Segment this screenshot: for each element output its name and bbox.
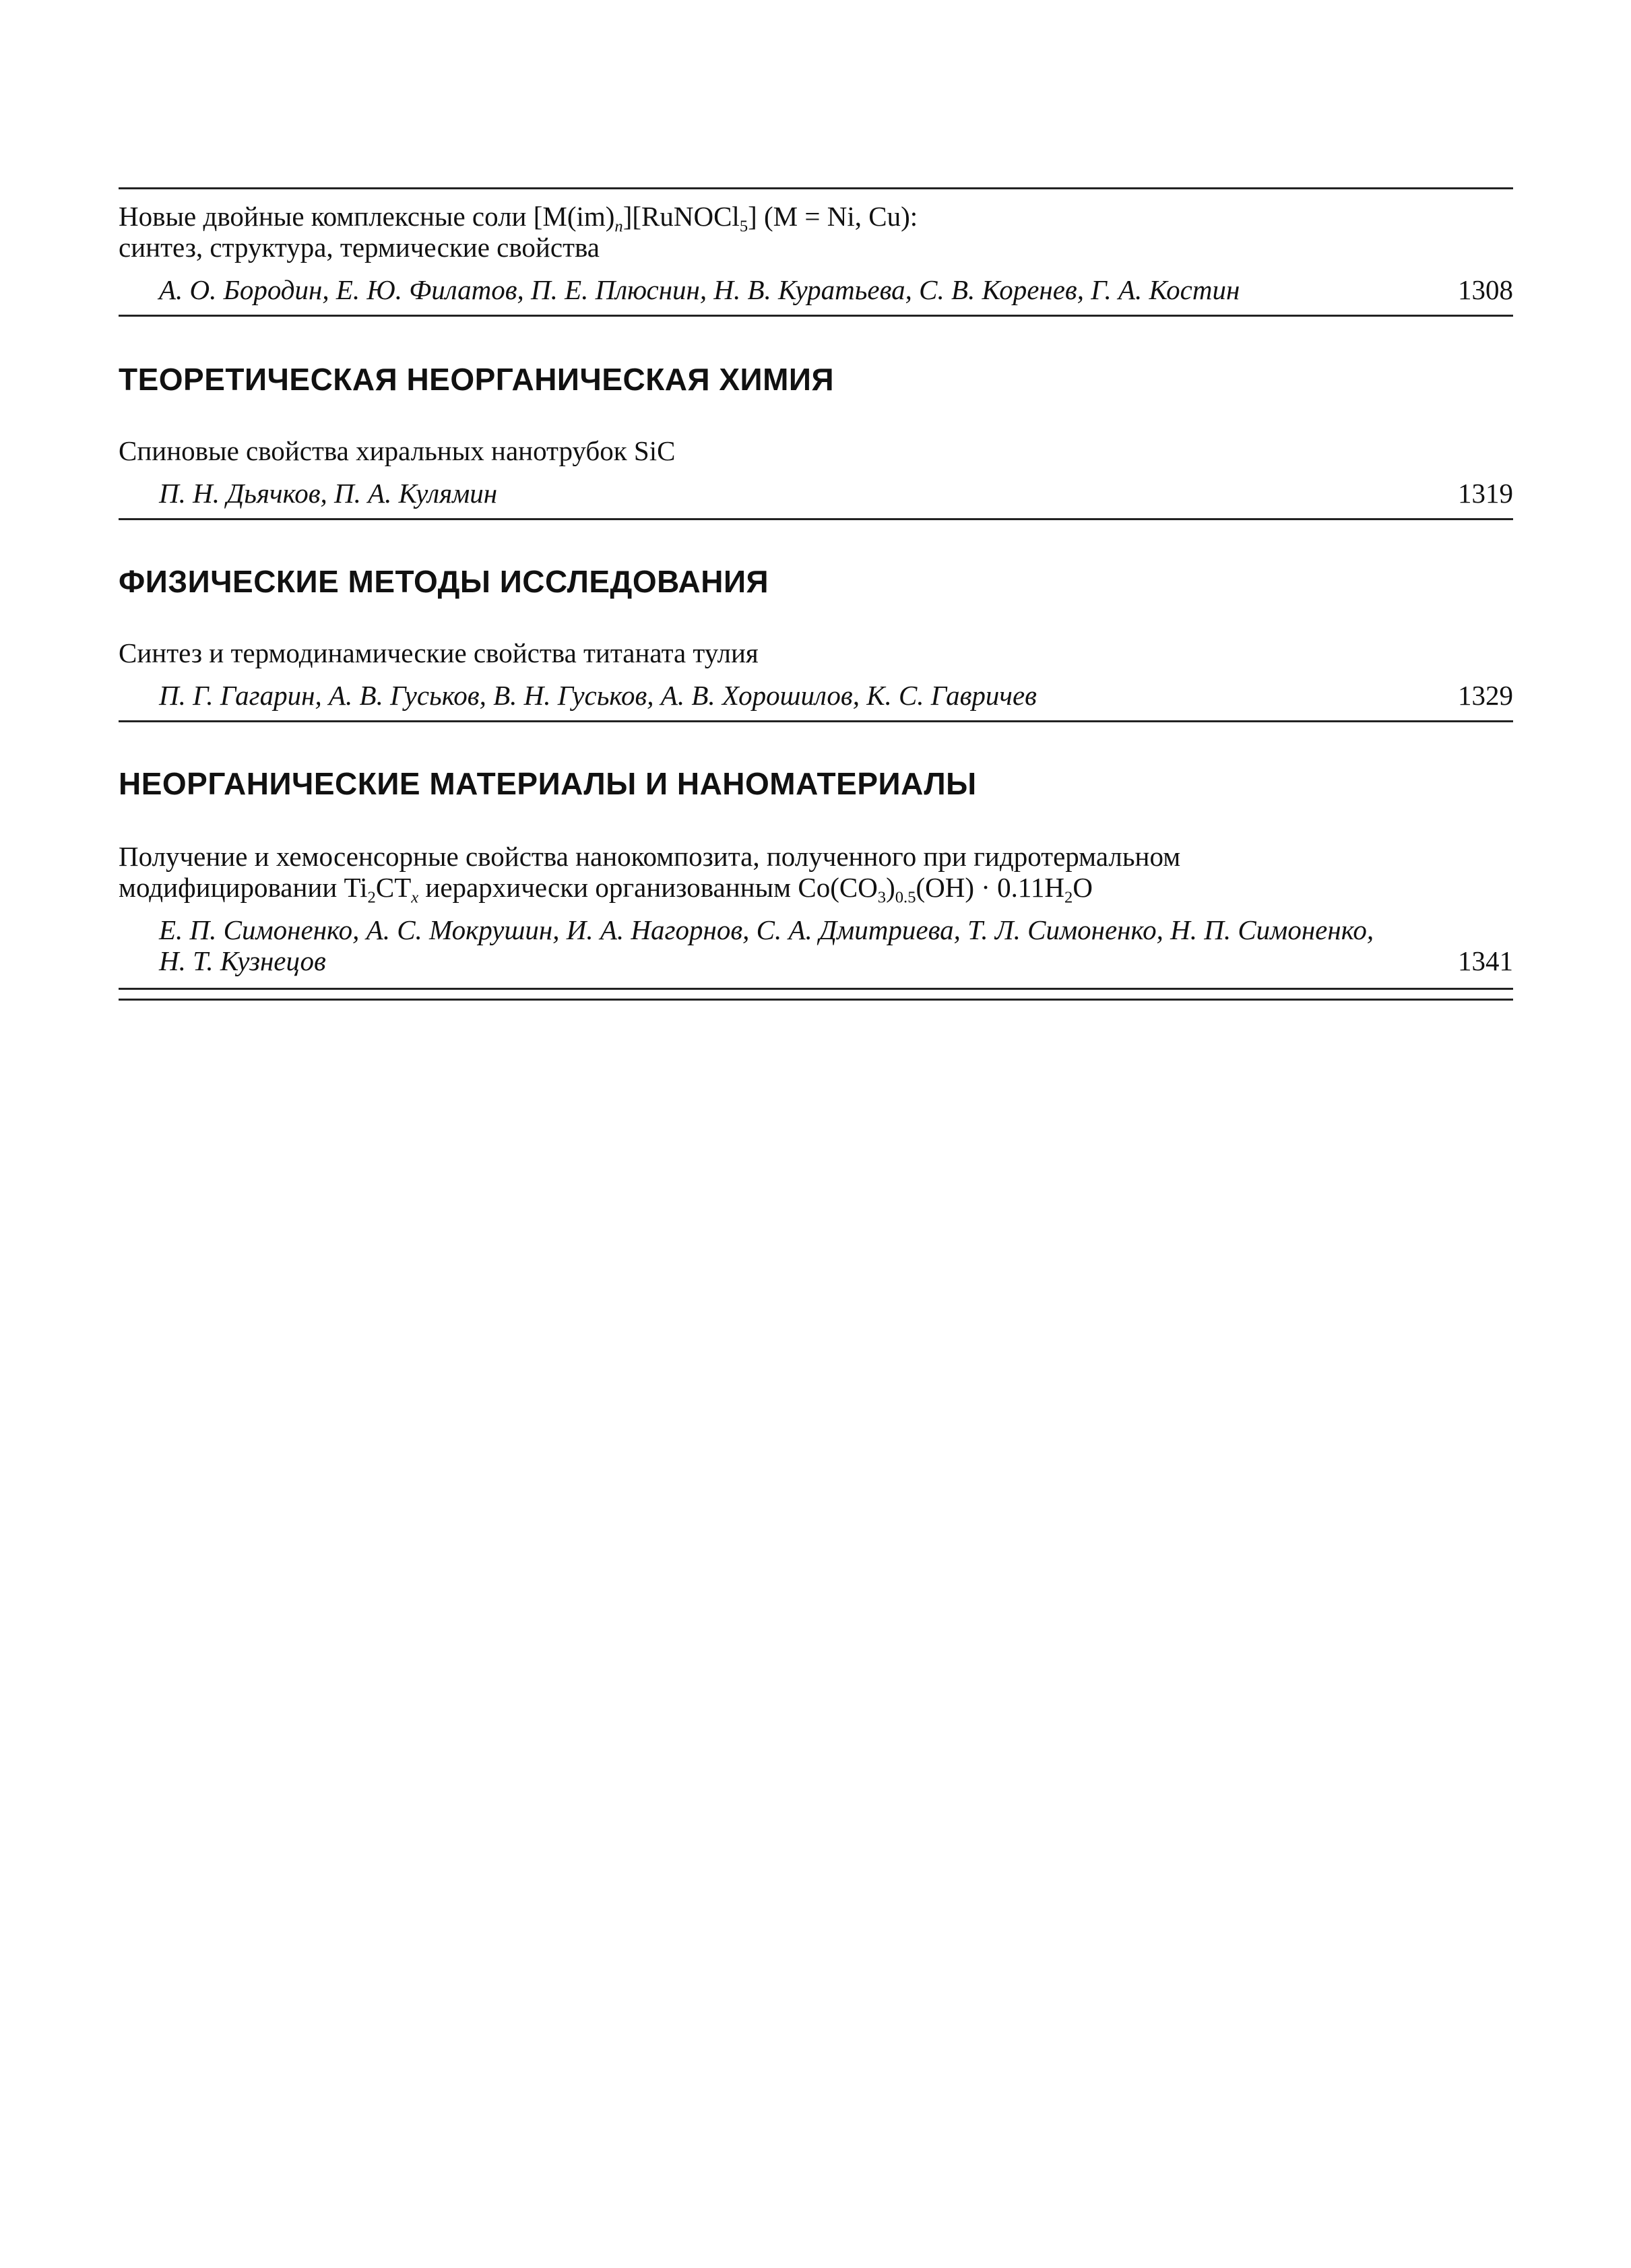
entry-authors: А. О. Бородин, Е. Ю. Филатов, П. Е. Плюснин, Н. В. Куратьева, С. В. Коренев, Г. А. Костин [159, 274, 1240, 305]
entry-rule [119, 720, 1513, 722]
section-heading: ФИЗИЧЕСКИЕ МЕТОДЫ ИССЛЕДОВАНИЯ [119, 564, 769, 599]
closing-rule-upper [119, 988, 1513, 990]
entry-title: Новые двойные комплексные соли $[M(im)_n][RuNOCl_5] (M = Ni$, Cu): синтез, структура, термические свойства [119, 201, 918, 263]
closing-rule-lower [119, 999, 1513, 1001]
top-rule [119, 187, 1513, 189]
entry-authors-continued: Н. Т. Кузнецов [159, 945, 326, 976]
entry-page-number[interactable]: 1308 [1458, 274, 1513, 305]
entry-authors: Е. П. Симоненко, А. С. Мокрушин, И. А. Нагорнов, С. А. Дмитриева, Т. Л. Симоненко, Н. П. Симоненко, [159, 914, 1374, 945]
toc-entry [119, 435, 1513, 520]
entry-page-number[interactable]: 1341 [1458, 945, 1513, 976]
entry-page-number[interactable]: 1329 [1458, 680, 1513, 711]
entry-rule [119, 315, 1513, 317]
toc-entry [119, 841, 1513, 976]
entry-page-number[interactable]: 1319 [1458, 478, 1513, 509]
entry-rule [119, 518, 1513, 520]
entry-authors-row [119, 478, 1513, 509]
entry-title: Спиновые свойства хиральных нанотрубок SiC [119, 435, 676, 466]
entry-title: Синтез и термодинамические свойства титаната тулия [119, 637, 759, 668]
entry-title: Получение и хемосенсорные свойства нанокомпозита, полученного при гидротермальном модифицировании $Ti_2CT_x$ иерархически организованным $Co(CO_3)_{0.5}(OH) \cdot 0.11H_2O$ [119, 841, 1181, 907]
entry-authors-row [119, 274, 1513, 305]
entry-authors: П. Н. Дьячков, П. А. Кулямин [159, 478, 498, 509]
toc-entry [119, 201, 1513, 317]
entry-authors: П. Г. Гагарин, А. В. Гуськов, В. Н. Гуськов, А. В. Хорошилов, К. С. Гавричев [159, 680, 1037, 711]
toc-entry [119, 637, 1513, 722]
entry-authors-row [119, 914, 1513, 976]
section-heading: ТЕОРЕТИЧЕСКАЯ НЕОРГАНИЧЕСКАЯ ХИМИЯ [119, 362, 835, 397]
entry-authors-row [119, 680, 1513, 711]
section-heading: НЕОРГАНИЧЕСКИЕ МАТЕРИАЛЫ И НАНОМАТЕРИАЛЫ [119, 766, 977, 801]
